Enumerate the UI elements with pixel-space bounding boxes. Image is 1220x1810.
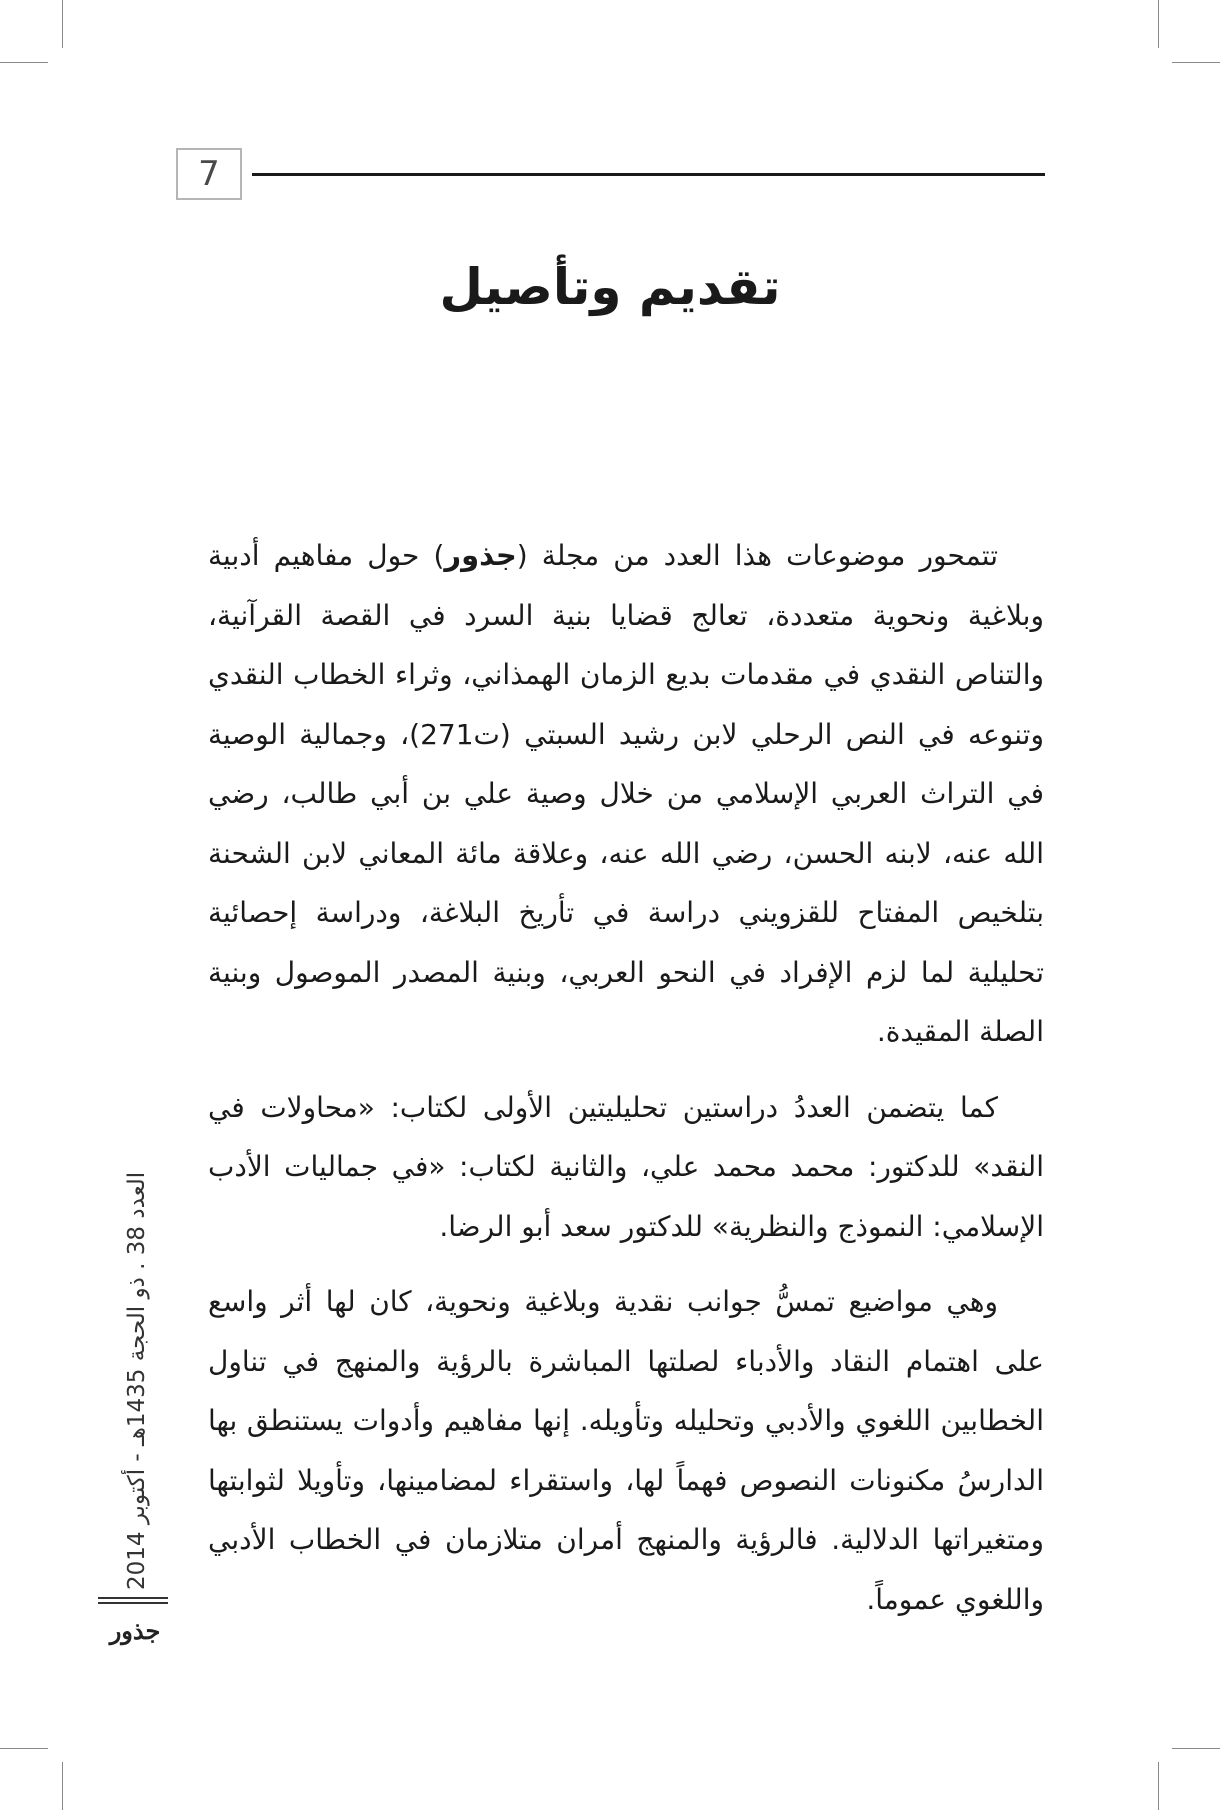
side-rule <box>98 1602 168 1604</box>
crop-mark <box>1172 62 1220 63</box>
article-body <box>208 526 1044 1645</box>
journal-logo: جذور <box>109 1616 161 1645</box>
paragraph-1-start: تتمحور موضوعات هذا العدد من مجلة ( <box>516 539 998 572</box>
crop-mark <box>1158 0 1159 48</box>
side-rule <box>98 1597 168 1599</box>
journal-name: جذور <box>444 538 517 572</box>
paragraph-1-rest: ) حول مفاهيم أدبية وبلاغية ونحوية متعددة، تعالج قضايا بنية السرد في القصة القرآنية، والتناص النقدي في مقدمات بديع الزمان الهمذاني، وثراء الخطاب النقدي وتنوعه في النص الرحلي لابن رشيد السبتي (ت271)، وجمالية الوصية في التراث العربي الإسلامي من خلال وصية علي بن أبي طالب، رضي الله عنه، لابنه الحسن، رضي الله عنه، وعلاقة مائة المعاني لابن الشحنة بتلخيص المفتاح للقزويني دراسة في تأريخ البلاغة، ودراسة إحصائية تحليلية لما لزم الإفراد في النحو العربي، وبنية المصدر الموصول وبنية الصلة المقيدة. <box>208 539 1044 1048</box>
crop-mark <box>0 62 48 63</box>
paragraph-2: كما يتضمن العددُ دراستين تحليليتين الأولى لكتاب: «محاولات في النقد» للدكتور: محمد محمد علي، والثانية لكتاب: «في جماليات الأدب الإسلامي: النموذج والنظرية» للدكتور سعد أبو الرضا. <box>208 1090 1044 1243</box>
crop-mark <box>0 1748 48 1749</box>
crop-mark <box>62 1762 63 1810</box>
page-title: تقديم وتأصيل <box>439 258 781 316</box>
issue-info: العدد 38 . ذو الحجة 1435هـ - أكتوبر 2014 <box>124 1171 150 1590</box>
paragraph-1 <box>208 526 1044 1062</box>
page-number: 7 <box>176 148 242 200</box>
header-rule <box>252 173 1045 176</box>
crop-mark <box>62 0 63 48</box>
paragraph-3: وهي مواضيع تمسُّ جوانب نقدية وبلاغية ونحوية، كان لها أثر واسع على اهتمام النقاد والأدباء لصلتها المباشرة بالرؤية والمنهج في تناول الخطابين اللغوي والأدبي وتحليله وتأويله. إنها مفاهيم وأدوات يستنطق بها الدارسُ مكنونات النصوص فهماً لها، واستقراء لمضامينها، وتأويلا لثوابتها ومتغيراتها الدلالية. فالرؤية والمنهج أمران متلازمان في الخطاب الأدبي واللغوي عموماً. <box>208 1285 1044 1616</box>
crop-mark <box>1158 1762 1159 1810</box>
crop-mark <box>1172 1748 1220 1749</box>
